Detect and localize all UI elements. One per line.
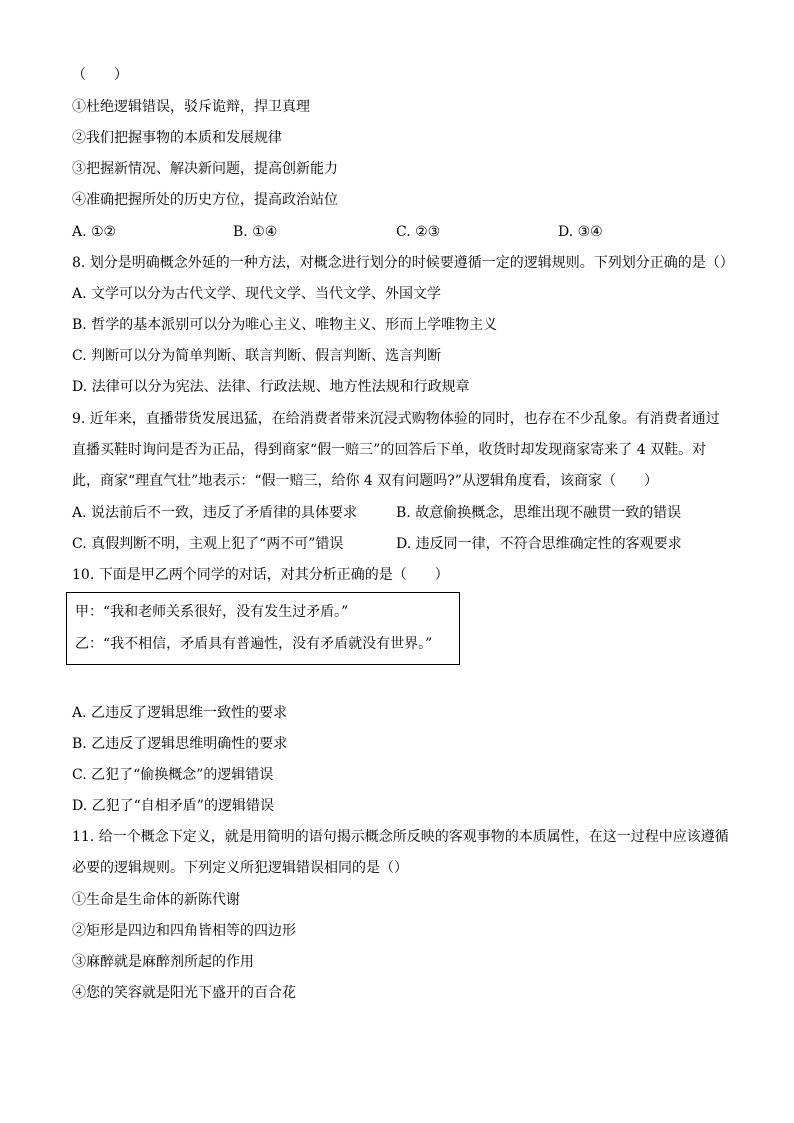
q10-option-c[interactable]: C. 乙犯了“偷换概念”的逻辑错误 [72,767,274,783]
q9-option-c[interactable]: C. 真假判断不明，主观上犯了“两不可”错误 [72,536,344,552]
q11-item-4: ④您的笑容就是阳光下盛开的百合花 [72,985,296,1001]
q11-item-2: ②矩形是四边和四角皆相等的四边形 [72,923,296,939]
q9-option-a[interactable]: A. 说法前后不一致，违反了矛盾律的具体要求 [72,505,358,521]
q7-option-b[interactable]: B. ①④ [233,224,278,240]
q8-option-b[interactable]: B. 哲学的基本派别可以分为唯心主义、唯物主义、形而上学唯物主义 [72,317,498,333]
q11-item-3: ③麻醉就是麻醉剂所起的作用 [72,954,254,970]
q9-stem-line-2: 直播买鞋时询问是否为正品，得到商家“假一赔三”的回答后下单，收货时却发现商家寄来了 4 双鞋。对 [72,442,707,458]
q8-stem: 8. 划分是明确概念外延的一种方法，对概念进行划分的时候要遵循一定的逻辑规则。下列划分正确的是（） [72,255,734,271]
q10-option-a[interactable]: A. 乙违反了逻辑思维一致性的要求 [72,705,288,721]
q9-stem-line-1: 9. 近年来，直播带货发展迅猛，在给消费者带来沉浸式购物体验的同时，也存在不少乱象。有消费者通过 [72,411,720,427]
q7-item-3: ③把握新情况、解决新问题，提高创新能力 [72,161,338,177]
q10-option-d[interactable]: D. 乙犯了“自相矛盾”的逻辑错误 [72,798,274,814]
q7-item-4: ④准确把握所处的历史方位，提高政治站位 [72,192,338,208]
q10-dialog-yi: 乙：“我不相信，矛盾具有普遍性，没有矛盾就没有世界。” [75,636,433,652]
q11-stem-line-1: 11. 给一个概念下定义，就是用简明的语句揭示概念所反映的客观事物的本质属性，在这一过程中应该遵循 [72,829,729,845]
q11-stem-line-2: 必要的逻辑规则。下列定义所犯逻辑错误相同的是（） [72,860,408,876]
q8-option-a[interactable]: A. 文学可以分为古代文学、现代文学、当代文学、外国文学 [72,286,442,302]
q9-stem-line-3: 此，商家“理直气壮”地表示：“假一赔三，给你 4 双有问题吗?”从逻辑角度看，该商家（ ） [72,473,658,489]
q7-item-1: ①杜绝逻辑错误，驳斥诡辩，捍卫真理 [72,99,310,115]
q8-option-c[interactable]: C. 判断可以分为简单判断、联言判断、假言判断、选言判断 [72,348,442,364]
q10-dialog-jia: 甲：“我和老师关系很好，没有发生过矛盾。” [75,604,349,620]
q10-option-b[interactable]: B. 乙违反了逻辑思维明确性的要求 [72,736,288,752]
q7-stem-tail: （ ） [72,67,128,83]
q11-item-1: ①生命是生命体的新陈代谢 [72,892,240,908]
q7-option-d[interactable]: D. ③④ [558,224,603,240]
q7-item-2: ②我们把握事物的本质和发展规律 [72,130,282,146]
q9-option-b[interactable]: B. 故意偷换概念，思维出现不融贯一致的错误 [396,505,682,521]
q10-stem: 10. 下面是甲乙两个同学的对话，对其分析正确的是（ ） [72,567,449,583]
q9-option-d[interactable]: D. 违反同一律，不符合思维确定性的客观要求 [396,536,682,552]
q7-option-a[interactable]: A. ①② [72,224,117,240]
q10-dialog-box [66,592,460,665]
q7-option-c[interactable]: C. ②③ [396,224,441,240]
q8-option-d[interactable]: D. 法律可以分为宪法、法律、行政法规、地方性法规和行政规章 [72,379,470,395]
